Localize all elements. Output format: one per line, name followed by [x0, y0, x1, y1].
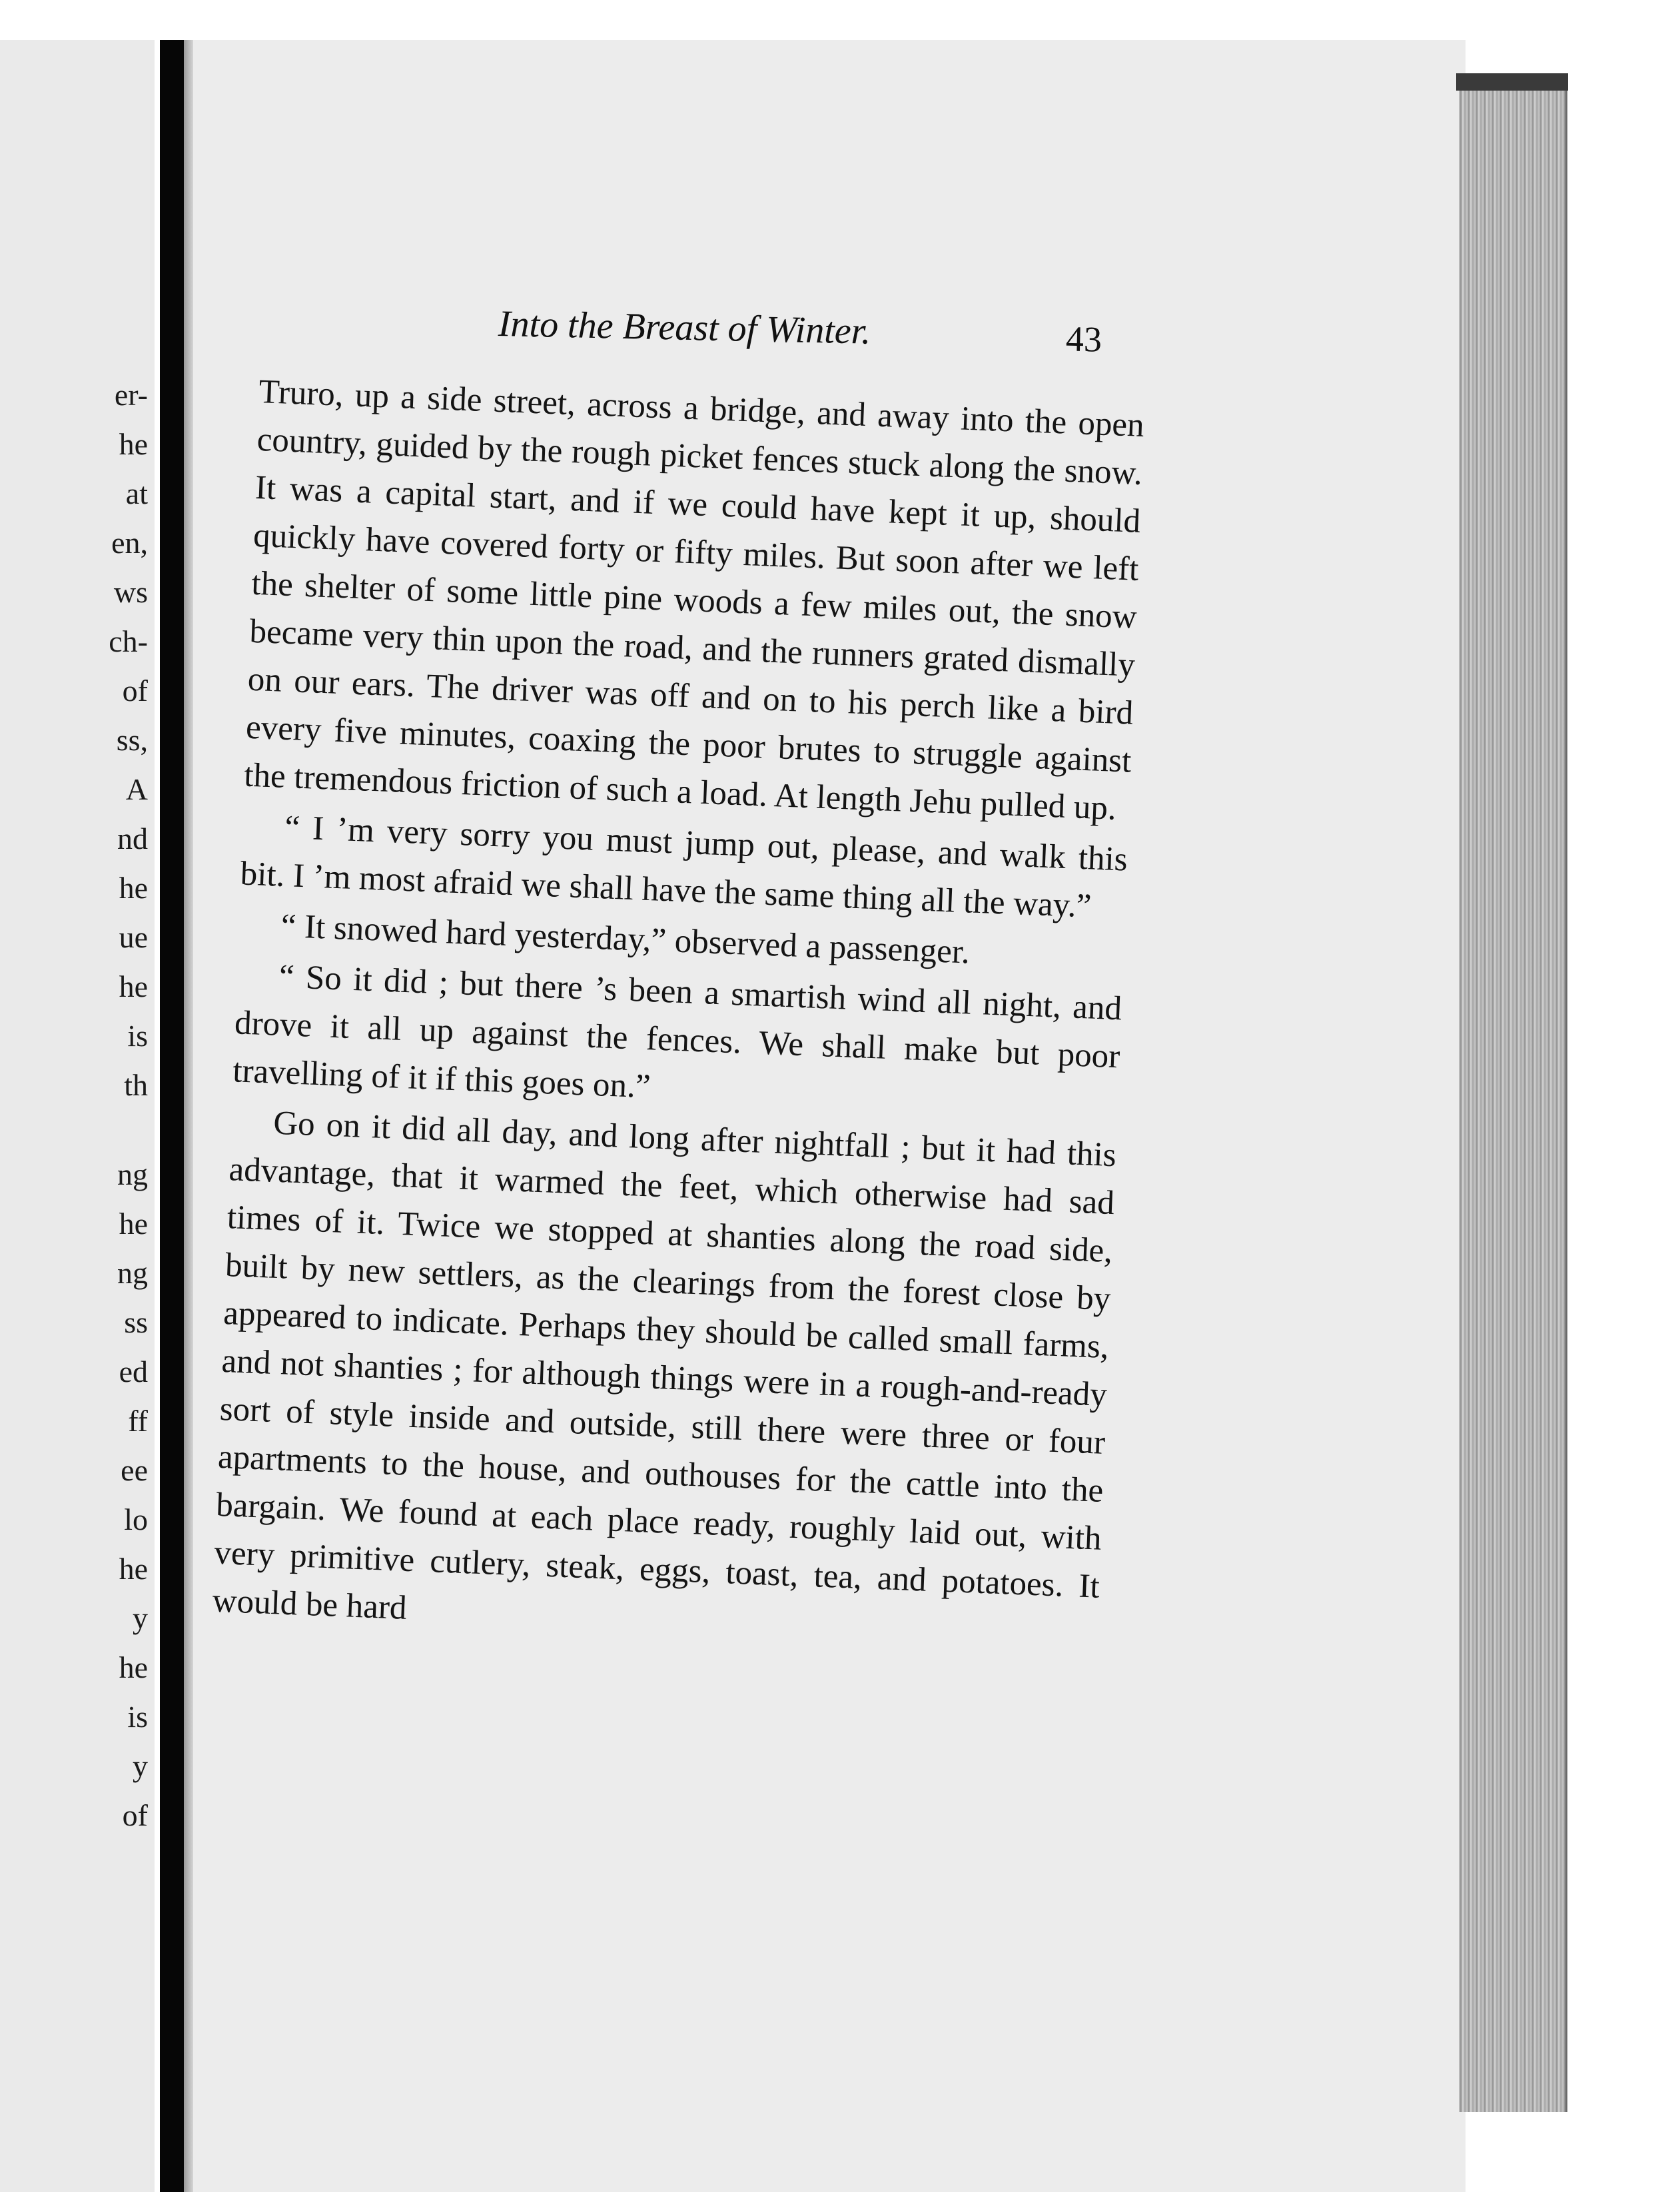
- previous-page-fragment: [0, 40, 155, 2192]
- left-page-line-fragment: lo: [124, 1502, 148, 1536]
- left-page-line-fragment: ee: [121, 1453, 148, 1487]
- paragraph-5: Go on it did all day, and long after nightfall ; but it had this advantage, that it warmed the feet, which otherwise had sad times of it. Twice we stopped at shanties along the road side, built by new settlers, as the clearings from the forest close by appeared to indicate. Perhaps they should be called small farms, and not shanties ; for although things were in a rough-and-ready sort of style inside and outside, still there were three or four apartments to the house, and outhouses for the cattle into the bargain. We found at each place ready, roughly laid out, with very primitive cutlery, steak, eggs, toast, tea, and potatoes. It would be hard: [211, 1104, 1117, 1627]
- page-edges-top: [1456, 73, 1568, 91]
- left-page-line-fragment: is: [127, 1019, 148, 1053]
- left-page-line-fragment: th: [124, 1068, 148, 1102]
- left-page-line-fragment: he: [119, 427, 148, 461]
- left-page-line-fragment: he: [119, 1207, 148, 1241]
- left-page-line-fragment: y: [133, 1749, 148, 1783]
- left-page-line-fragment: is: [127, 1700, 148, 1734]
- left-page-line-fragment: en,: [111, 526, 148, 560]
- left-page-line-fragment: he: [119, 871, 148, 905]
- left-page-line-fragment: y: [133, 1601, 148, 1635]
- left-page-line-fragment: ss: [124, 1305, 148, 1339]
- paragraph-4: “ So it did ; but there ’s been a smartish wind all night, and drove it all up against the fences. We shall make but poor travelling of it if this goes on.”: [232, 957, 1123, 1106]
- left-page-line-fragment: he: [119, 1552, 148, 1586]
- page-edges: [1459, 73, 1567, 2112]
- left-page-line-fragment: ng: [117, 1157, 148, 1191]
- left-page-line-fragment: he: [119, 1650, 148, 1684]
- left-page-line-fragment: er-: [114, 378, 148, 412]
- left-page-line-fragment: ed: [119, 1355, 148, 1388]
- left-page-line-fragment: of: [122, 1798, 148, 1832]
- body-text: [212, 368, 1145, 1659]
- paragraph-3: “ It snowed hard yesterday,” observed a passenger.: [280, 907, 971, 971]
- paragraph-2: “ I ’m very sorry you must jump out, please, and walk this bit. I ’m most afraid we shall have the same thing all the way.”: [239, 808, 1128, 925]
- left-page-line-fragment: ch-: [109, 624, 148, 658]
- left-page-line-fragment: ws: [113, 575, 148, 609]
- left-page-line-fragment: ue: [119, 920, 148, 954]
- left-page-line-fragment: A: [125, 772, 148, 806]
- left-page-line-fragment: at: [125, 476, 148, 510]
- gutter-shadow-bar: [160, 40, 184, 2192]
- paragraph-1: Truro, up a side street, across a bridge, and away into the open country, guided by the rough picket fences stuck along the snow. It was a capital start, and if we could have kept it up, should quickly have covered forty or fifty miles. But soon after we left the shelter of some little pine woods a few miles out, the snow became very thin upon the road, and the runners grated dismally on our ears. The driver was off and on to his perch like a bird every five minutes, coaxing the poor brutes to struggle against the tremendous friction of such a load. At length Jehu pulled up.: [243, 372, 1145, 828]
- left-page-line-fragment: nd: [117, 822, 148, 855]
- left-page-line-fragment: of: [122, 674, 148, 708]
- left-page-line-fragment: ss,: [116, 723, 148, 757]
- page-number: 43: [1065, 318, 1102, 360]
- left-page-line-fragment: he: [119, 969, 148, 1003]
- left-page-line-fragment: ff: [128, 1404, 148, 1438]
- left-page-line-fragment: ng: [117, 1256, 148, 1290]
- running-head: Into the Breast of Winter.: [498, 303, 871, 352]
